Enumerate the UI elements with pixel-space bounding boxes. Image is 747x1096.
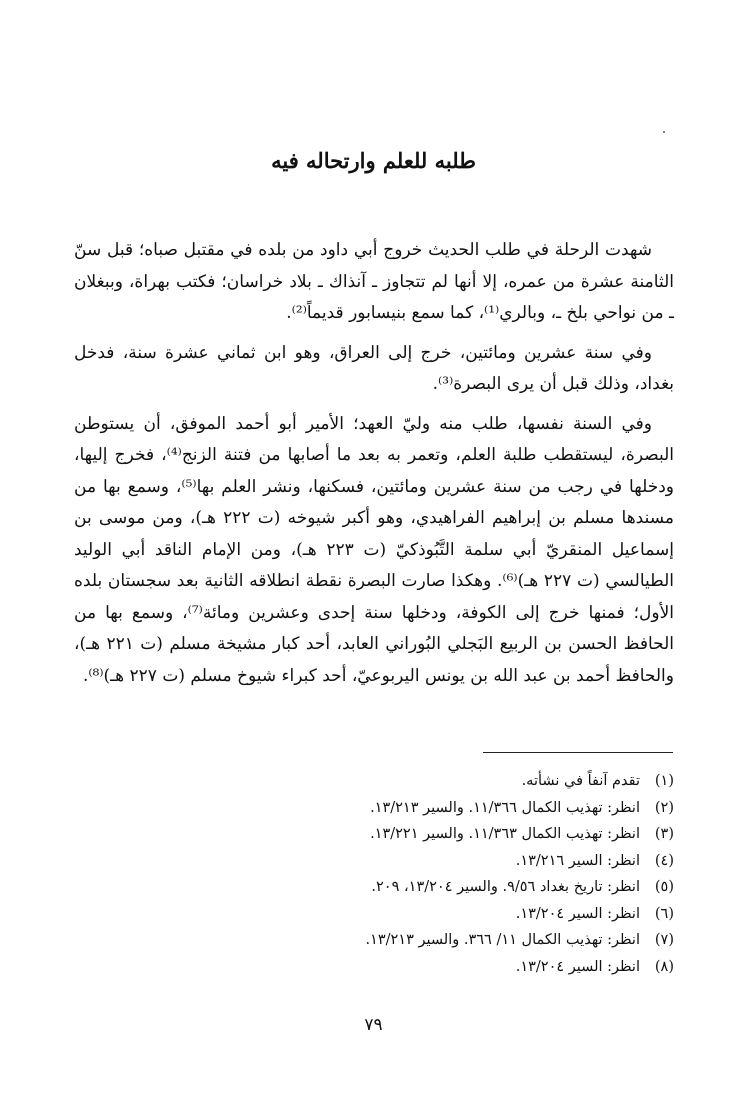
footnote xyxy=(74,954,674,981)
footnote xyxy=(74,795,674,822)
main-text xyxy=(74,235,674,700)
footnote-separator xyxy=(483,752,673,753)
footnote-text: انظر: تهذيب الكمال ١١/٣٦٦. والسير ١٣/٢١٣. xyxy=(370,799,640,816)
footnote xyxy=(74,874,674,901)
footnote-number: (٧) xyxy=(654,932,674,948)
footnote-number: (١) xyxy=(654,773,674,789)
footnote xyxy=(74,848,674,875)
paragraph-1: شهدت الرحلة في طلب الحديث خروج أبي داود من بلده في مقتبل صباه؛ قبل سنّ الثامنة عشرة من عمره، إلا أنها لم تتجاوز ـ آنذاك ـ بلاد خراسان؛ فكتب بهراة، وببغلان ـ من نواحي بلخ ـ، وبالري⁽¹⁾، كما سمع بنيسابور قديماً⁽²⁾. xyxy=(74,240,674,323)
footnote xyxy=(74,768,674,795)
footnote-number: (٢) xyxy=(654,799,674,816)
footnote-text: انظر: تهذيب الكمال ١١/ ٣٦٦. والسير ١٣/٢١٣. xyxy=(365,932,640,948)
footnote xyxy=(74,927,674,954)
footnote-text: انظر: السير ١٣/٢١٦. xyxy=(515,852,640,869)
footnote-number: (٨) xyxy=(654,958,674,975)
footnote-text: انظر: السير ١٣/٢٠٤. xyxy=(515,905,640,922)
footnote xyxy=(74,821,674,848)
footnotes-list xyxy=(74,768,674,980)
footnote-number: (٦) xyxy=(654,905,674,922)
page-number: ٧٩ xyxy=(364,1015,383,1035)
footnote-text: انظر: تهذيب الكمال ١١/٣٦٣. والسير ١٣/٢٢١. xyxy=(370,826,640,842)
footnote xyxy=(74,901,674,928)
paragraph-2: وفي سنة عشرين ومائتين، خرج إلى العراق، وهو ابن ثماني عشرة سنة، فدخل بغداد، وذلك قبل أن يرى البصرة⁽³⁾. xyxy=(74,342,674,394)
footnote-text: تقدم آنفاً في نشأته. xyxy=(521,773,640,789)
footnote-number: (٣) xyxy=(654,826,674,842)
footnote-text: انظر: السير ١٣/٢٠٤. xyxy=(515,958,640,975)
section-title: طلبه للعلم وارتحاله فيه xyxy=(271,148,476,173)
ink-dot xyxy=(663,131,665,133)
footnote-number: (٤) xyxy=(654,852,674,869)
footnote-text: انظر: تاريخ بغداد ٩/٥٦. والسير ١٣/٢٠٤، ٢٠٩. xyxy=(371,879,640,895)
paragraph-3: وفي السنة نفسها، طلب منه وليّ العهد؛ الأمير أبو أحمد الموفق، أن يستوطن البصرة، ليستقطب طلبة العلم، وتعمر به بعد ما أصابها من فتنة الزنج⁽⁴⁾، فخرج إليها، ودخلها في رجب من سنة عشرين ومائتين، فسكنها، ونشر العلم بها⁽⁵⁾، وسمع بها من مسندها مسلم بن إبراهيم الفراهيدي، وهو أكبر شيوخه (ت ٢٢٢ هـ)، ومن موسى بن إسماعيل المنقريّ أبي سلمة التَّبُوذكيّ (ت ٢٢٣ هـ)، ومن الإمام الناقد أبي الوليد الطيالسي (ت ٢٢٧ هـ)⁽⁶⁾. وهكذا صارت البصرة نقطة انطلاقه الثانية بعد سجستان بلده الأول؛ فمنها خرج إلى الكوفة، ودخلها سنة إحدى وعشرين ومائة⁽⁷⁾، وسمع بها من الحافظ الحسن بن الربيع البَجلي البُوراني العابد، أحد كبار مشيخة مسلم (ت ٢٢١ هـ)، والحافظ أحمد بن عبد الله بن يونس اليربوعيّ، أحد كبراء شيوخ مسلم (ت ٢٢٧ هـ)⁽⁸⁾. xyxy=(74,413,675,686)
footnote-number: (٥) xyxy=(654,879,674,895)
